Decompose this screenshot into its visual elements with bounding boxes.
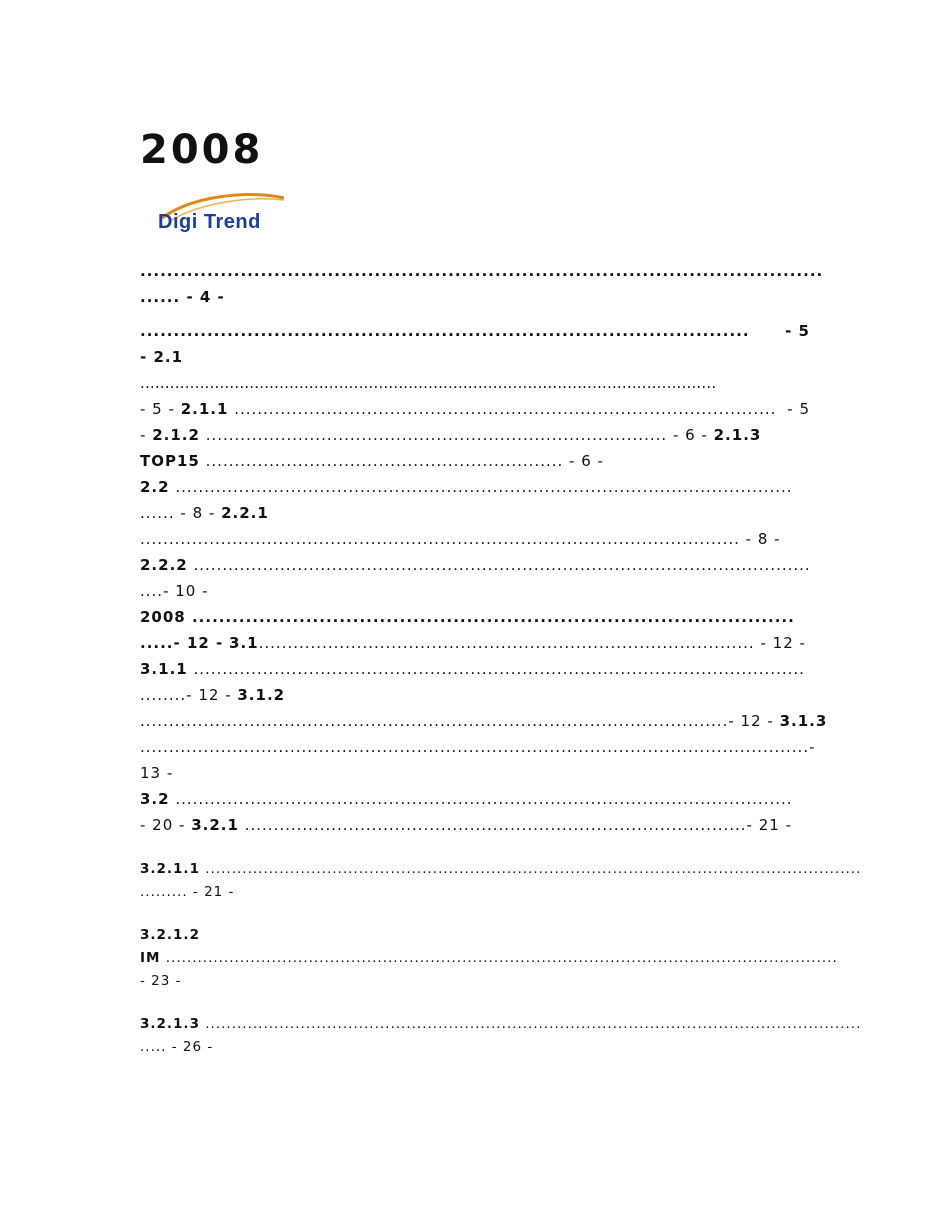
toc-line: 3.2 ........................................................................................................... [140,790,793,808]
toc-line: 3.1.1 .......................................................................................................... [140,660,805,678]
toc-line: 3.2.1.1 ............................................................................................................................ [140,861,862,877]
digitrend-logo [152,190,288,236]
toc-line: 3.2.1.3 ............................................................................................................................ [140,1016,862,1032]
toc-line: ....................................................................................................................- [140,738,816,756]
toc-line: - 2.1.2 ................................................................................ - 6 - 2.1.3 [140,426,762,444]
toc-line: TOP15 .............................................................. - 6 - [140,452,604,470]
toc-line: 2.2 ........................................................................................................... [140,478,793,496]
toc-line: ....- 10 - [140,582,209,600]
toc-line: 2008 .......................................................................................... [140,608,795,626]
toc-line: - 5 - 2.1.1 .............................................................................................. - 5 [140,400,810,418]
svg-text:Digi Trend: Digi Trend [158,211,261,233]
toc-line: ..... - 26 - [140,1039,214,1055]
toc-line: ......................................................................................................- 12 - 3.1.3 [140,712,828,730]
toc-line: - 23 - [140,973,182,989]
toc-line: ...... - 8 - 2.2.1 [140,504,269,522]
document-title: 2008 [140,127,264,173]
toc-line: ......... - 21 - [140,884,235,900]
toc-line: .................................................................................................................... [140,374,717,392]
toc-line: ...................................................................................................... [140,262,824,280]
toc-line: ...... - 4 - [140,288,225,306]
toc-line: 13 - [140,764,174,782]
table-of-contents [140,258,862,1059]
toc-line: - 2.1 [140,348,184,366]
toc-line: ........................................................................................... - 5 [140,322,810,340]
toc-line: IM ............................................................................................................................... [140,950,838,966]
toc-line: - 20 - 3.2.1 .......................................................................................- 21 - [140,816,793,834]
toc-line: .....- 12 - 3.1...................................................................................... - 12 - [140,634,806,652]
toc-line: ........................................................................................................ - 8 - [140,530,781,548]
toc-line: ........- 12 - 3.1.2 [140,686,286,704]
toc-line: 2.2.2 ........................................................................................................... [140,556,811,574]
toc-line: 3.2.1.2 [140,927,200,943]
